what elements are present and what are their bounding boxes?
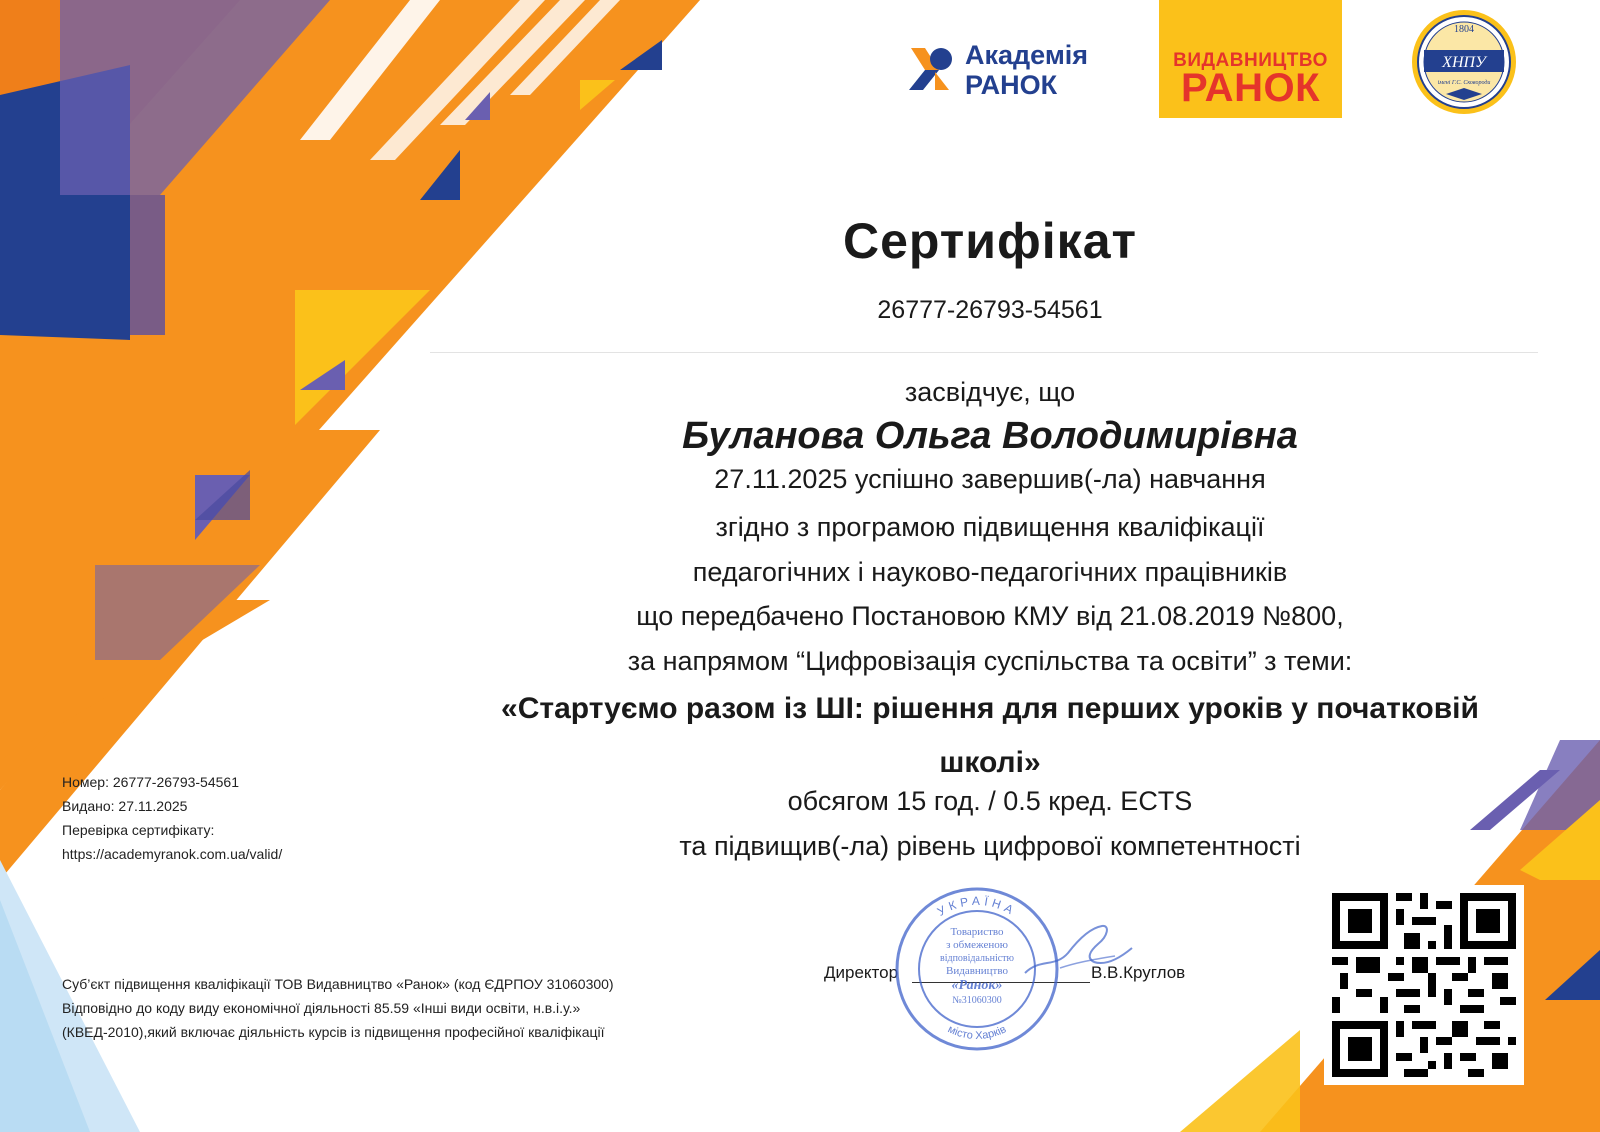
legal-line2: Відповідно до коду виду економічної діяльності 85.59 «Інші види освіти, н.в.і.у.» bbox=[62, 1000, 581, 1016]
svg-text:ХНПУ: ХНПУ bbox=[1442, 54, 1486, 71]
svg-text:№31060300: №31060300 bbox=[952, 995, 1002, 1006]
publisher-logo-line2: РАНОК bbox=[1181, 66, 1320, 110]
academy-logo-icon bbox=[905, 44, 959, 94]
yellow-triangle-shape bbox=[295, 290, 430, 425]
title-divider bbox=[430, 352, 1538, 353]
svg-text:з обмеженою: з обмеженою bbox=[946, 939, 1008, 951]
academy-ranok-logo bbox=[905, 38, 1115, 100]
info-number: Номер: 26777-26793-54561 bbox=[62, 774, 239, 790]
svg-text:«Ранок»: «Ранок» bbox=[951, 978, 1003, 993]
recipient-name: Буланова Ольга Володимирівна bbox=[682, 415, 1298, 457]
publisher-logo-line1: ВИДАВНИЦТВО bbox=[1173, 50, 1328, 71]
svg-text:1804: 1804 bbox=[1454, 24, 1474, 35]
svg-text:місто Харків: місто Харків bbox=[945, 1023, 1009, 1043]
qr-code[interactable] bbox=[1324, 885, 1524, 1085]
yellow-triangle-shape bbox=[1180, 1030, 1300, 1132]
svg-text:УКРАЇНА: УКРАЇНА bbox=[934, 893, 1020, 919]
director-name: В.В.Круглов bbox=[1091, 963, 1186, 982]
svg-text:імені Г.С. Сковороди: імені Г.С. Сковороди bbox=[1437, 80, 1491, 86]
certificate-title: Сертифікат bbox=[843, 213, 1137, 269]
academy-logo-line2: РАНОК bbox=[965, 70, 1058, 100]
course-topic bbox=[420, 682, 1560, 790]
certifies-text: засвідчує, що bbox=[904, 377, 1076, 407]
director-signature bbox=[1020, 918, 1140, 988]
course-topic-line1: «Стартуємо разом із ШІ: рішення для перших уроків у початковій bbox=[501, 692, 1479, 725]
program-line: згідно з програмою підвищення кваліфікації bbox=[715, 512, 1265, 542]
direction-line: за напрямом “Цифровізація суспільства та освіти” з теми: bbox=[627, 646, 1353, 676]
completion-line: 27.11.2025 успішно завершив(-ла) навчання bbox=[714, 464, 1266, 494]
verification-link[interactable]: https://academyranok.com.ua/valid/ bbox=[62, 846, 283, 862]
competence-line: та підвищив(-ла) рівень цифрової компетентності bbox=[679, 831, 1301, 861]
purple-strip-shape bbox=[130, 195, 165, 335]
info-check-label: Перевірка сертифікату: bbox=[62, 822, 215, 838]
info-issued: Видано: 27.11.2025 bbox=[62, 798, 188, 814]
resolution-line: що передбачено Постановою КМУ від 21.08.2019 №800, bbox=[636, 601, 1344, 631]
course-volume: обсягом 15 год. / 0.5 кред. ECTS bbox=[787, 786, 1193, 816]
director-label: Директор bbox=[824, 963, 899, 982]
university-emblem bbox=[1410, 8, 1518, 116]
certificate-number: 26777-26793-54561 bbox=[877, 296, 1103, 324]
legal-notice bbox=[62, 972, 614, 1044]
svg-text:Товариство: Товариство bbox=[950, 926, 1004, 938]
legal-line3: (КВЕД-2010),який включає діяльність курсів із підвищення професійної кваліфікації bbox=[62, 1024, 605, 1040]
svg-text:Видавництво: Видавництво bbox=[946, 965, 1008, 977]
academy-logo-line1: Академія bbox=[965, 40, 1089, 70]
course-topic-line2: школі» bbox=[939, 746, 1041, 779]
legal-line1: Суб’єкт підвищення кваліфікації ТОВ Видавництво «Ранок» (код ЄДРПОУ 31060300) bbox=[62, 976, 614, 992]
certificate-info bbox=[62, 770, 282, 866]
staff-line: педагогічних і науково-педагогічних працівників bbox=[692, 557, 1288, 587]
svg-text:відповідальністю: відповідальністю bbox=[939, 953, 1015, 964]
publisher-ranok-logo bbox=[1159, 0, 1342, 118]
